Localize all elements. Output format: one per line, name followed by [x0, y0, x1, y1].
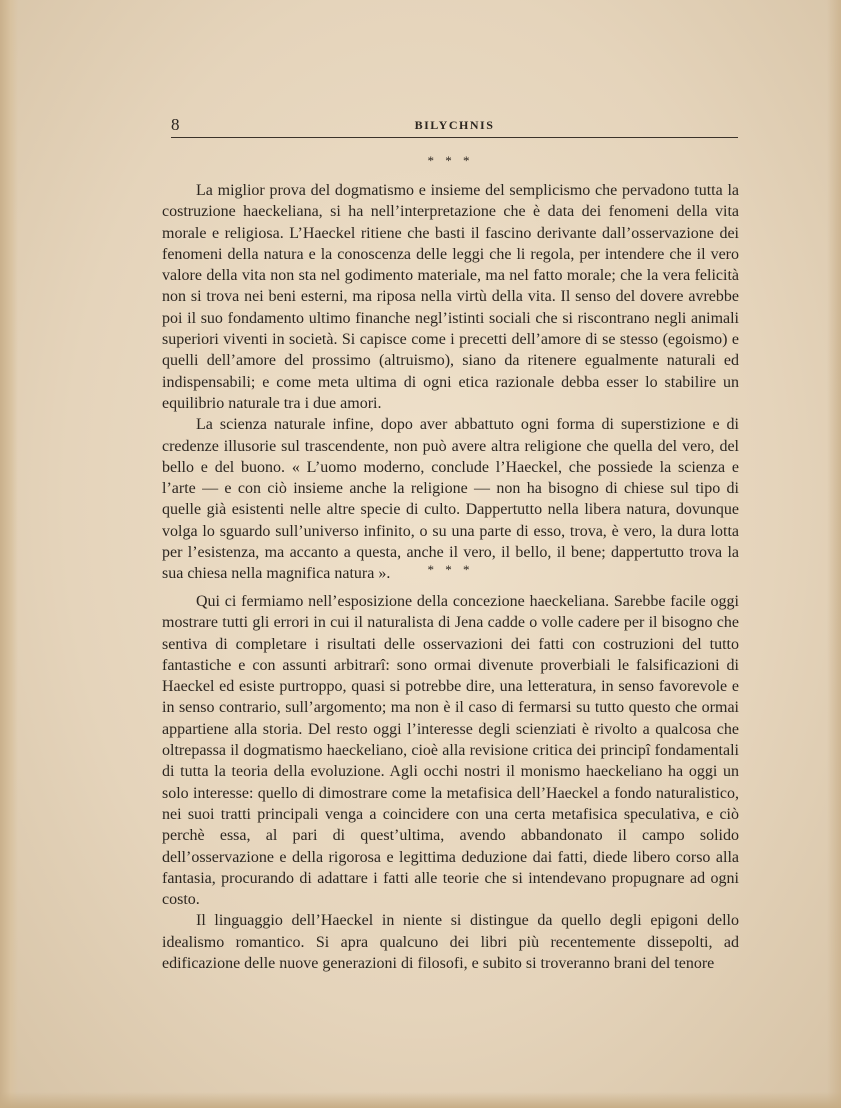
paragraph-3: Qui ci fermiamo nell’esposizione della concezione haeckeliana. Sarebbe facile oggi mostrare tutti gli errori in cui il naturalista di Jena cadde o volle cadere per il bisogno che sentiva di completare i risultati delle osservazioni dei fatti con costruzioni del tutto fantastiche e con assunti arbitrarî: sono ormai divenute proverbiali le falsificazioni di Haeckel ed esiste purtroppo, quasi si potrebbe dire, una letteratura, in senso favorevole e in senso contrario, sull’argomento; ma non è il caso di fermarsi su tutto questo che ormai appartiene alla storia. Del resto oggi l’interesse degli scienziati è rivolto a qualcosa che oltrepassa il dogmatismo haeckeliano, cioè alla revisione critica dei principî fondamentali di tutta la teoria della evoluzione. Agli occhi nostri il monismo haeckeliano ha oggi un solo interesse: quello di dimostrare come la metafisica dell’Haeckel a fondo naturalistico, nei suoi tratti principali venga a coincidere con una certa metafisica speculativa, e ciò perchè essa, al pari di quest’ultima, avendo abbandonato il campo solido dell’osservazione e della rigorosa e legittima deduzione dai fatti, diede libero corso alla fantasia, procurando di adattare i fatti alle teorie che si intendevano propugnare ad ogni costo.	[162, 593, 739, 909]
page-header	[171, 115, 738, 138]
paragraph-1: La miglior prova del dogmatismo e insieme del semplicismo che pervadono tutta la costruzione haeckeliana, si ha nell’interpretazione che è data dei fenomeni della vita morale e religiosa. L’Haeckel ritiene che basti il fascino derivante dall’osservazione dei fenomeni della natura e la conoscenza delle leggi che li regola, per intendere che il vero valore della vita non sta nel godimento materiale, ma nel fatto morale; che la vera felicità non si trova nei beni esterni, ma riposa nella virtù della vita. Il senso del dovere avrebbe poi il suo fondamento ultimo finanche negl’istinti sociali che si riscontrano negli animali superiori viventi in società. Si capisce come i precetti dell’amore di se stesso (egoismo) e quelli dell’amore del prossimo (altruismo), siano da ritenere egualmente naturali ed indispensabili; e come meta ultima di ogni etica razionale debba esser lo stabilire un equilibrio naturale tra i due amori.	[162, 182, 739, 412]
running-head: BILYCHNIS	[414, 118, 495, 132]
page-edge-left	[0, 0, 18, 1108]
section-break-2: * * *	[427, 562, 474, 577]
section-2	[162, 591, 739, 974]
section-1	[162, 180, 739, 585]
section-break-1: * * *	[427, 153, 474, 168]
page-edge-bottom	[0, 1092, 841, 1108]
paragraph-4: Il linguaggio dell’Haeckel in niente si distingue da quello degli epigoni dello idealismo romantico. Si apra qualcuno dei libri più recentemente dissepolti, ad edificazione delle nuove generazioni di filosofi, e subito si troveranno brani del tenore	[162, 912, 739, 973]
paragraph-2: La scienza naturale infine, dopo aver abbattuto ogni forma di superstizione e di credenze illusorie sul trascendente, non può avere altra religione che quella del vero, del bello e del buono. « L’uomo moderno, conclude l’Haeckel, che possiede la scienza e l’arte — e con ciò insieme anche la religione — non ha bisogno di chiese sul tipo di quelle già esistenti nelle altre specie di culto. Dappertutto nella libera natura, dovunque volga lo sguardo sull’universo infinito, o su una parte di esso, trova, è vero, la dura lotta per l’esistenza, ma accanto a questa, anche il vero, il bello, il bene; dappertutto trova la sua chiesa nella magnifica natura ».	[162, 416, 739, 583]
page-edge-right	[827, 0, 841, 1108]
page-number: 8	[171, 115, 180, 134]
